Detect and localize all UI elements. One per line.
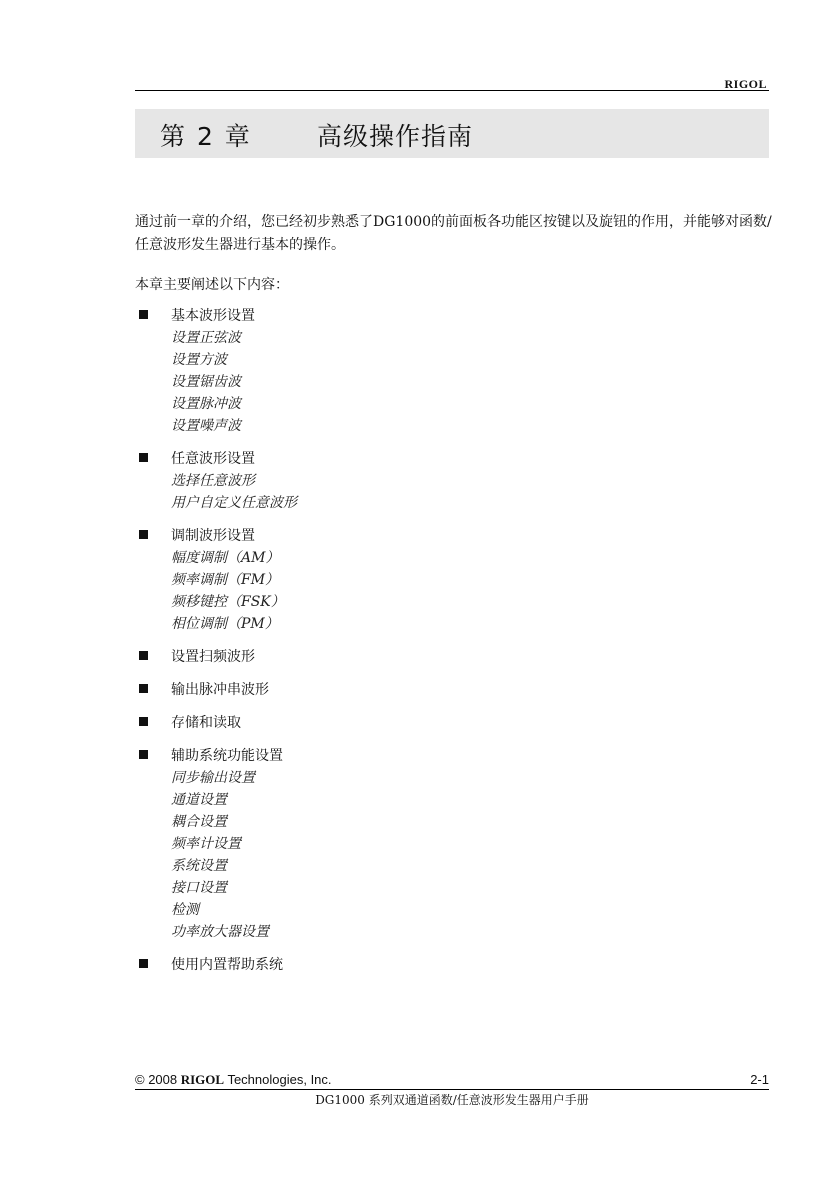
manual-title: DG1000 系列双通道函数/任意波形发生器用户手册: [315, 1093, 589, 1107]
chapter-banner: [135, 109, 769, 158]
topic-label: 调制波形设置: [171, 528, 255, 544]
list-item: [135, 712, 735, 734]
intro-paragraph: 通过前一章的介绍，您已经初步熟悉了DG1000的前面板各功能区按键以及旋钮的作用，并能够对函数/任意波形发生器进行基本的操作。: [135, 214, 772, 253]
copyright-text: [135, 1072, 332, 1088]
subtopic: 频率调制（FM）: [171, 572, 280, 588]
topic-label: 使用内置帮助系统: [171, 957, 283, 973]
list-item: [135, 305, 735, 437]
list-item: [135, 525, 735, 635]
subtopic: 频率计设置: [171, 836, 241, 852]
subtopic: 功率放大器设置: [171, 924, 269, 940]
square-bullet-icon: [139, 453, 148, 462]
subtopic: 幅度调制（AM）: [171, 550, 280, 566]
list-item: [135, 448, 735, 514]
topic-label: 基本波形设置: [171, 308, 255, 324]
subtopic: 设置方波: [171, 352, 227, 368]
topic-list: [135, 305, 735, 987]
header-rule: [135, 90, 769, 91]
copyright-suffix: Technologies, Inc.: [224, 1072, 332, 1087]
square-bullet-icon: [139, 530, 148, 539]
subtopic: 接口设置: [171, 880, 227, 896]
subtopic: 检测: [171, 902, 199, 918]
chapter-number: 第 2 章: [160, 122, 252, 151]
subtopic: 用户自定义任意波形: [171, 495, 297, 511]
page-number: 2-1: [750, 1072, 769, 1087]
list-item: [135, 954, 735, 976]
square-bullet-icon: [139, 684, 148, 693]
copyright-brand: RIGOL: [180, 1072, 225, 1087]
list-item: [135, 679, 735, 701]
footer-copyright-row: [135, 1072, 769, 1090]
subtopic: 耦合设置: [171, 814, 227, 830]
summary-line: 本章主要阐述以下内容：: [135, 277, 289, 293]
list-item: [135, 745, 735, 943]
subtopic: 频移键控（FSK）: [171, 594, 285, 610]
square-bullet-icon: [139, 717, 148, 726]
topic-label: 输出脉冲串波形: [171, 682, 269, 698]
chapter-title: 高级操作指南: [317, 122, 474, 151]
subtopic: 设置正弦波: [171, 330, 241, 346]
square-bullet-icon: [139, 310, 148, 319]
subtopic: 设置噪声波: [171, 418, 241, 434]
topic-label: 设置扫频波形: [171, 649, 255, 665]
copyright-prefix: © 2008: [135, 1072, 181, 1087]
topic-label: 存储和读取: [171, 715, 241, 731]
subtopic: 设置脉冲波: [171, 396, 241, 412]
footer-rule: [135, 1089, 769, 1090]
square-bullet-icon: [139, 651, 148, 660]
square-bullet-icon: [139, 959, 148, 968]
subtopic: 选择任意波形: [171, 473, 255, 489]
subtopic: 通道设置: [171, 792, 227, 808]
square-bullet-icon: [139, 750, 148, 759]
subtopic: 系统设置: [171, 858, 227, 874]
topic-label: 辅助系统功能设置: [171, 748, 283, 764]
topic-label: 任意波形设置: [171, 451, 255, 467]
header-brand: RIGOL: [724, 77, 767, 91]
subtopic: 相位调制（PM）: [171, 616, 279, 632]
subtopic: 同步输出设置: [171, 770, 255, 786]
list-item: [135, 646, 735, 668]
subtopic: 设置锯齿波: [171, 374, 241, 390]
